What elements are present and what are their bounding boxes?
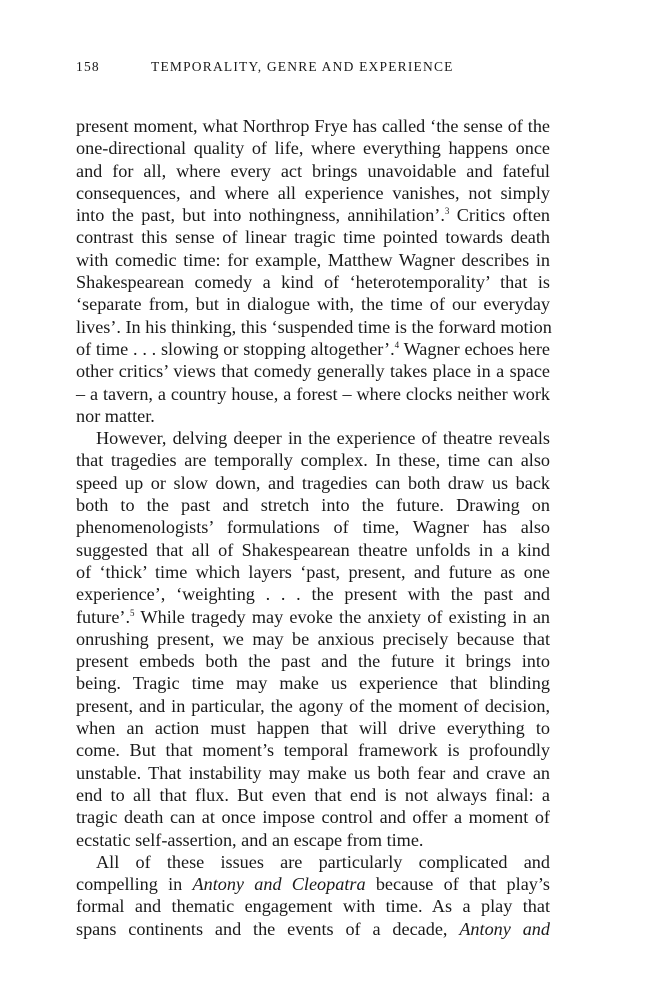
line-text: onrushing present, we may be anxious precisely because that [76,628,550,649]
text-line [76,226,550,248]
line-text: other critics’ views that comedy generally takes place in a space [76,361,550,382]
line-text: phenomenologists’ formulations of time, Wagner has also [76,517,550,538]
line-text: experience’, ‘weighting . . . the present with the past and [76,584,550,605]
text-line [76,204,550,226]
text-line [76,695,550,717]
body-text [76,115,550,940]
line-text: both to the past and stretch into the future. Drawing on [76,495,550,516]
text-line [76,249,550,271]
text-line [76,784,550,806]
text-line [76,762,550,784]
running-title: TEMPORALITY, GENRE AND EXPERIENCE [151,59,454,74]
line-text: come. But that moment’s temporal framework is profoundly [76,740,550,761]
line-text: suggested that all of Shakespearean theatre unfolds in a kind [76,539,550,560]
line-text: Wagner echoes here [399,338,550,359]
italic-title: Antony and [459,918,550,939]
line-text: present moment, what Northrop Frye has called ‘the sense of the [76,116,550,136]
line-text: tragic death can at once impose control and offer a moment of [76,807,550,828]
footnote-marker: 5 [130,607,135,618]
line-text: with comedic time: for example, Matthew Wagner describes in [76,249,550,270]
line-text: – a tavern, a country house, a forest – where clocks neither work [76,383,550,404]
line-text: ecstatic self-assertion, and an escape from time. [76,829,424,850]
text-line [76,427,550,449]
text-line [76,316,550,338]
text-line [76,606,550,628]
text-line [76,650,550,672]
line-text: formal and thematic engagement with time. As a play that [76,896,550,917]
line-text: present embeds both the past and the future it brings into [76,651,550,672]
text-line [76,360,550,382]
line-text: compelling in [76,874,193,895]
line-text: end to all that flux. But even that end is not always final: a [76,784,550,805]
text-line [76,918,550,940]
text-line [76,561,550,583]
line-text: ‘separate from, but in dialogue with, the time of our everyday [76,294,550,315]
text-line [76,628,550,650]
text-line [76,449,550,471]
text-line [76,672,550,694]
italic-title: Antony and Cleopatra [192,874,366,895]
text-line [76,583,550,605]
line-text: lives’. In his thinking, this ‘suspended time is the forward motion [76,316,552,337]
text-line [76,806,550,828]
line-text: consequences, and where all experience vanishes, not simply [76,182,550,203]
line-text: nor matter. [76,405,155,426]
footnote-marker: 3 [444,206,450,217]
footnote-marker: 4 [394,339,400,350]
text-line [76,494,550,516]
line-text: spans continents and the events of a decade, [76,918,460,939]
text-line [76,472,550,494]
text-line [76,137,550,159]
line-text: speed up or slow down, and tragedies can both draw us back [76,472,550,493]
text-line [76,293,550,315]
line-text: All of these issues are particularly complicated and [96,851,550,872]
line-text: and for all, where every act brings unavoidable and fateful [76,160,550,181]
line-text: that tragedies are temporally complex. In these, time can also [76,450,550,471]
line-text: unstable. That instability may make us both fear and crave an [76,762,550,783]
line-text: However, delving deeper in the experience of theatre reveals [96,428,550,449]
text-line [76,895,550,917]
text-line [76,182,550,204]
line-text: future’. [76,606,131,627]
line-text: While tragedy may evoke the anxiety of existing in an [134,606,550,627]
line-text: because of that play’s [365,874,550,895]
text-line [76,739,550,761]
line-text: of time . . . slowing or stopping altogether’. [76,338,395,359]
text-line [76,539,550,561]
text-line [76,405,550,427]
text-line [76,160,550,182]
line-text: present, and in particular, the agony of the moment of decision, [76,695,550,716]
line-text: of ‘thick’ time which layers ‘past, present, and future as one [76,561,550,582]
line-text: Critics often [449,205,550,226]
text-line [76,338,550,360]
page-number: 158 [76,59,100,74]
text-line [76,829,550,851]
line-text: being. Tragic time may make us experience that blinding [76,673,550,694]
text-line [76,383,550,405]
text-line [76,873,550,895]
text-line [76,115,550,137]
line-text: one-directional quality of life, where everything happens once [76,138,550,159]
text-line [76,851,550,873]
text-line [76,516,550,538]
running-head [76,59,556,75]
line-text: Shakespearean comedy a kind of ‘heterotemporality’ that is [76,272,550,293]
line-text: when an action must happen that will drive everything to [76,718,550,739]
text-line [76,271,550,293]
line-text: into the past, but into nothingness, annihilation’. [76,205,445,226]
text-line [76,717,550,739]
line-text: contrast this sense of linear tragic time pointed towards death [76,227,550,248]
